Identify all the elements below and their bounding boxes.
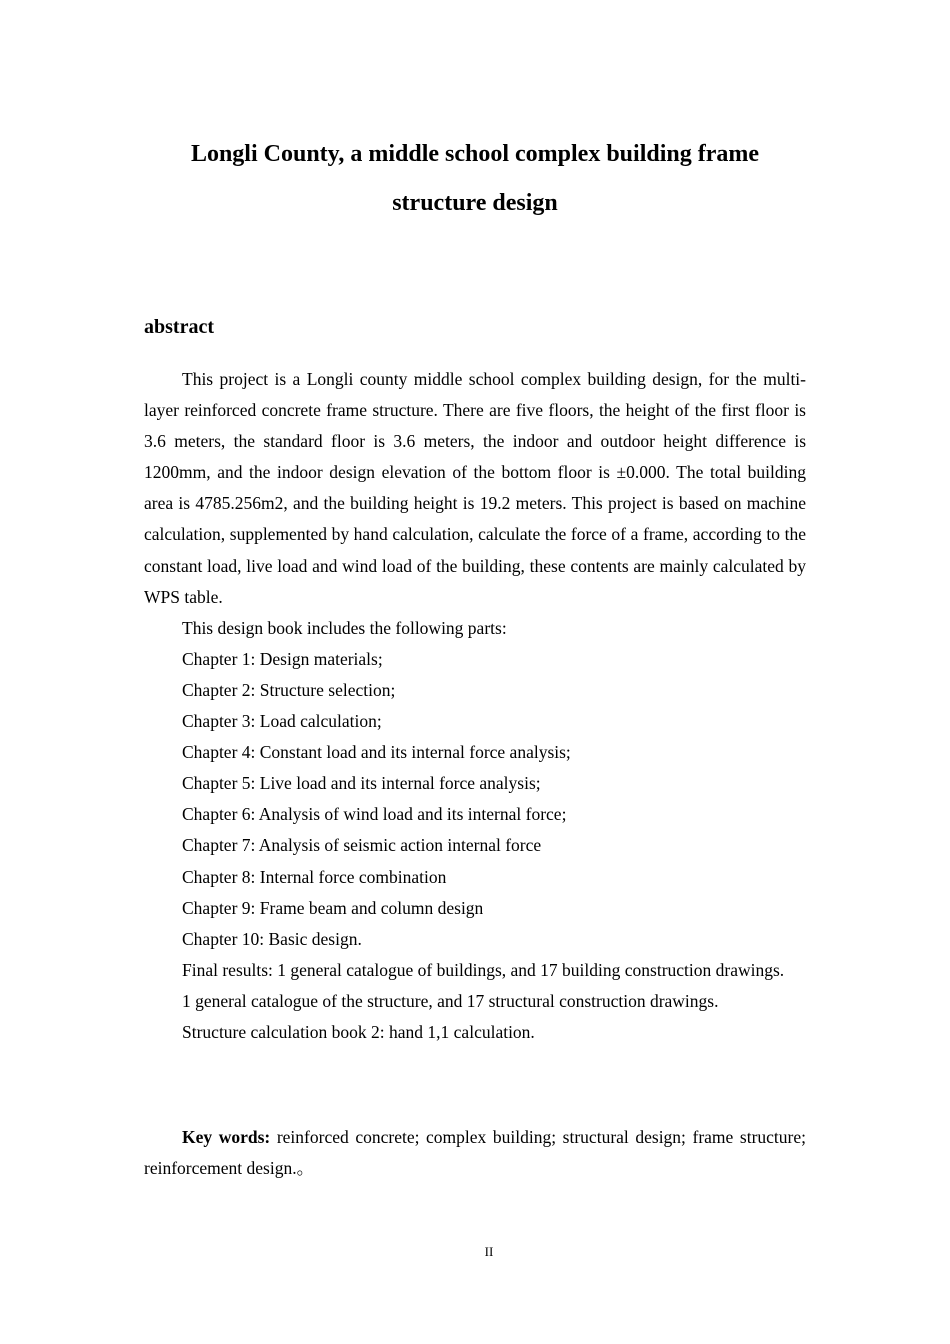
chapter-item: Chapter 1: Design materials; bbox=[182, 648, 383, 669]
title-line-2: structure design bbox=[392, 190, 558, 216]
chapter-item: Chapter 9: Frame beam and column design bbox=[182, 897, 484, 918]
parts-intro: This design book includes the following parts: bbox=[182, 617, 507, 638]
final-results: Final results: 1 general catalogue of buildings, and 17 building construction drawings. bbox=[182, 959, 785, 980]
keywords-paragraph bbox=[144, 1122, 806, 1184]
calc-book-results: Structure calculation book 2: hand 1,1 calculation. bbox=[182, 1021, 535, 1042]
abstract-body bbox=[144, 364, 806, 1048]
intro-paragraph: This project is a Longli county middle school complex building design, for the multi-layer reinforced concrete frame structure. There are five floors, the height of the first floor is 3.6 meters, the standard floor is 3.6 meters, the indoor and outdoor height difference is 1200mm, and the indoor design elevation of the bottom floor is ±0.000. The total building area is 4785.256m2, and the building height is 19.2 meters. This project is based on machine calculation, supplemented by hand calculation, calculate the force of a frame, according to the constant load, live load and wind load of the building, these contents are mainly calculated by WPS table. bbox=[144, 369, 806, 607]
structure-results: 1 general catalogue of the structure, and 17 structural construction drawings. bbox=[182, 990, 719, 1011]
chapter-item: Chapter 6: Analysis of wind load and its internal force; bbox=[182, 804, 567, 825]
abstract-heading: abstract bbox=[144, 316, 214, 338]
chapter-item: Chapter 2: Structure selection; bbox=[182, 679, 396, 700]
keywords-text: reinforced concrete; complex building; structural design; frame structure; reinforcement design.。 bbox=[144, 1127, 806, 1178]
chapter-item: Chapter 7: Analysis of seismic action internal force bbox=[182, 835, 542, 856]
chapter-item: Chapter 4: Constant load and its internal force analysis; bbox=[182, 742, 571, 763]
chapter-item: Chapter 3: Load calculation; bbox=[182, 711, 382, 732]
chapter-item: Chapter 10: Basic design. bbox=[182, 928, 362, 949]
chapter-item: Chapter 5: Live load and its internal force analysis; bbox=[182, 773, 541, 794]
title-line-1: Longli County, a middle school complex building frame bbox=[190, 141, 760, 167]
chapter-item: Chapter 8: Internal force combination bbox=[182, 866, 447, 887]
page-number: II bbox=[484, 1244, 494, 1259]
keywords-label: Key words: bbox=[182, 1127, 271, 1147]
